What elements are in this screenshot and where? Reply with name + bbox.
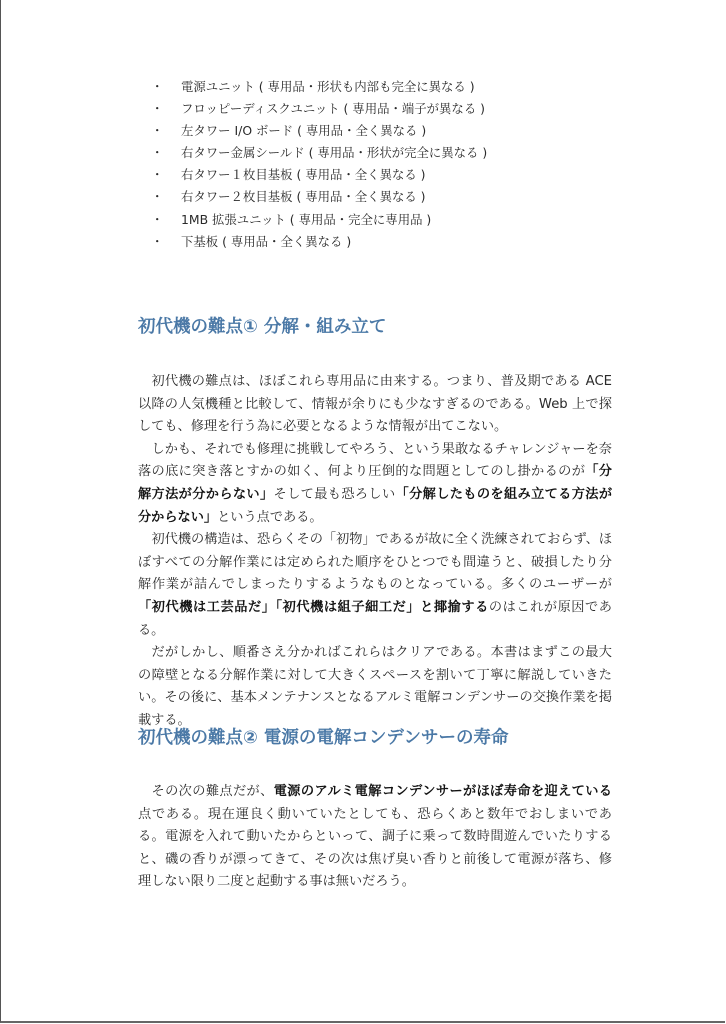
bullet-icon: ・ bbox=[151, 189, 164, 205]
paragraph: 初代機の難点は、ほぼこれら専用品に由来する。つまり、普及期である ACE 以降の人気機種と比較して、情報が余りにも少なすぎるのである。Web 上で探しても、修理を行う為に必要となるような情報が出てこない。 bbox=[138, 374, 612, 435]
list-item: ・ フロッピーディスクユニット ( 専用品・端子が異なる ) bbox=[151, 98, 487, 120]
paragraph: 初代機の構造は、恐らくその「初物」であるが故に全く洗練されておらず、ほぼすべての分解作業には定められた順序をひとつでも間違うと、破損したり分解作業が詰んでしまったりするようなものとなっている。多くのユーザーが「初代機は工芸品だ」「初代機は組子細工だ」と揶揄するのはこれが原因である。 bbox=[138, 532, 613, 638]
paragraph: その次の難点だが、電源のアルミ電解コンデンサーがほぼ寿命を迎えている点である。現在運良く動いていたとしても、恐らくあと数年でおしまいである。電源を入れて動いたからといって、調子に乗って数時間遊んでいたりすると、磯の香りが漂ってきて、その次は焦げ臭い香りと前後して電源が落ち、修理しない限り二度と起動する事は無いだろう。 bbox=[138, 784, 612, 890]
paragraph: しかも、それでも修理に挑戦してやろう、という果敢なるチャレンジャーを奈落の底に突き落とすかの如く、何より圧倒的な問題としてのし掛かるのが「分解方法が分からない」そして最も恐ろしい「分解したものを組み立てる方法が分からない」という点である。 bbox=[138, 441, 613, 525]
bullet-icon: ・ bbox=[151, 101, 164, 117]
list-item: ・ 右タワー金属シールド ( 専用品・形状が完全に異なる ) bbox=[151, 142, 487, 164]
bullet-icon: ・ bbox=[151, 79, 164, 94]
section-heading: 初代機の難点① 分解・組み立て bbox=[138, 317, 387, 337]
parts-list bbox=[151, 76, 487, 253]
list-item: ・ 左タワー I/O ボード ( 専用品・全く異なる ) bbox=[151, 120, 487, 142]
bullet-icon: ・ bbox=[151, 167, 164, 183]
bullet-icon: ・ bbox=[151, 145, 164, 161]
bullet-icon: ・ bbox=[151, 123, 164, 139]
paragraph: だがしかし、順番さえ分かればこれらはクリアである。本書はまずこの最大の障壁となる分解作業に対して大きくスペースを割いて丁寧に解説していきたい。その後に、基本メンテナンスとなるアルミ電解コンデンサーの交換作業を掲載する。 bbox=[138, 645, 612, 728]
list-item: ・ 1MB 拡張ユニット ( 専用品・完全に専用品 ) bbox=[151, 209, 487, 231]
list-item: ・ 電源ユニット ( 専用品・形状も内部も完全に異なる ) bbox=[151, 76, 487, 98]
section-heading: 初代機の難点② 電源の電解コンデンサーの寿命 bbox=[138, 728, 509, 748]
list-item: ・ 右タワー２枚目基板 ( 専用品・全く異なる ) bbox=[151, 186, 487, 208]
section1-body bbox=[138, 371, 612, 733]
bullet-icon: ・ bbox=[151, 233, 164, 249]
list-item: ・ 下基板 ( 専用品・全く異なる ) bbox=[151, 231, 487, 253]
bullet-icon: ・ bbox=[151, 211, 164, 227]
section2-body bbox=[138, 781, 612, 894]
list-item: ・ 右タワー１枚目基板 ( 専用品・全く異なる ) bbox=[151, 164, 487, 186]
